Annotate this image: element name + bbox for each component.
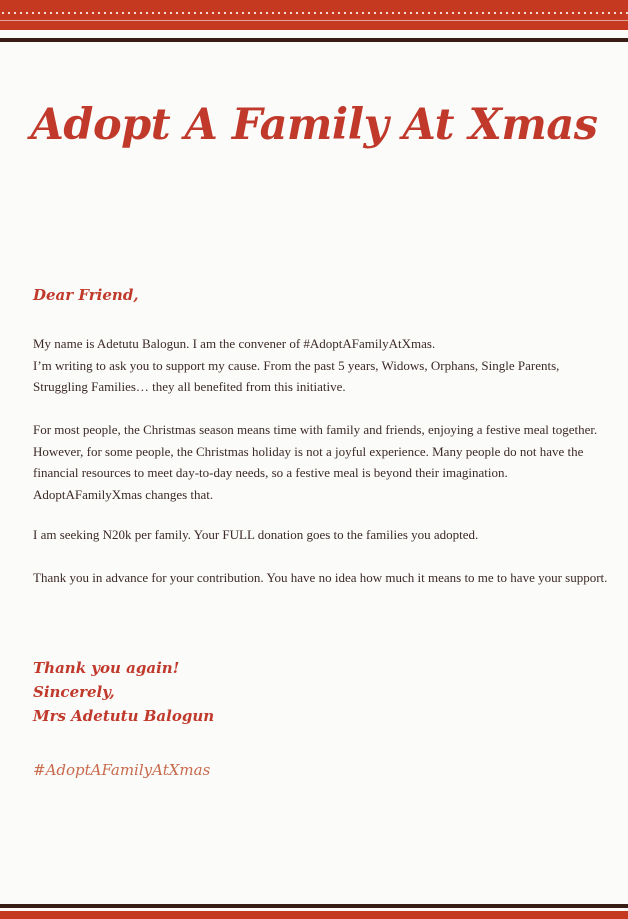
letter-title: Adopt A Family At Xmas <box>30 100 598 150</box>
context-paragraph: For most people, the Christmas season means time with family and friends, enjoying a festive meal together. However, for some people, the Christmas holiday is not a joyful experience. Many people do not have the financial resources to meet day-to-day needs, so a festive meal is beyond their imagination. AdoptAFamilyXmas changes that. <box>33 422 598 502</box>
intro-line-1: My name is Adetutu Balogun. I am the convener of #AdoptAFamilyAtXmas. <box>33 336 436 351</box>
bottom-decorative-band <box>0 911 628 919</box>
campaign-hashtag: #AdoptAFamilyAtXmas <box>33 761 211 779</box>
signoff-thank-you: Thank you again! <box>33 659 180 677</box>
thanks-paragraph: Thank you in advance for your contribution. You have no idea how much it means to me to have your support. <box>33 570 608 585</box>
top-decorative-band <box>0 0 628 30</box>
dotted-border-pattern <box>0 11 628 15</box>
donation-request-paragraph: I am seeking N20k per family. Your FULL donation goes to the families you adopted. <box>33 527 479 542</box>
signoff-sincerely: Sincerely, <box>33 683 115 701</box>
greeting: Dear Friend, <box>33 286 139 304</box>
intro-line-2: I’m writing to ask you to support my cause. From the past 5 years, Widows, Orphans, Single Parents, Struggling Families… they all benefited from this initiative. <box>33 357 560 394</box>
signoff-name: Mrs Adetutu Balogun <box>33 707 215 725</box>
top-divider <box>0 38 628 42</box>
band-inner-line <box>0 20 628 21</box>
bottom-divider <box>0 904 628 908</box>
intro-paragraph <box>33 333 608 398</box>
